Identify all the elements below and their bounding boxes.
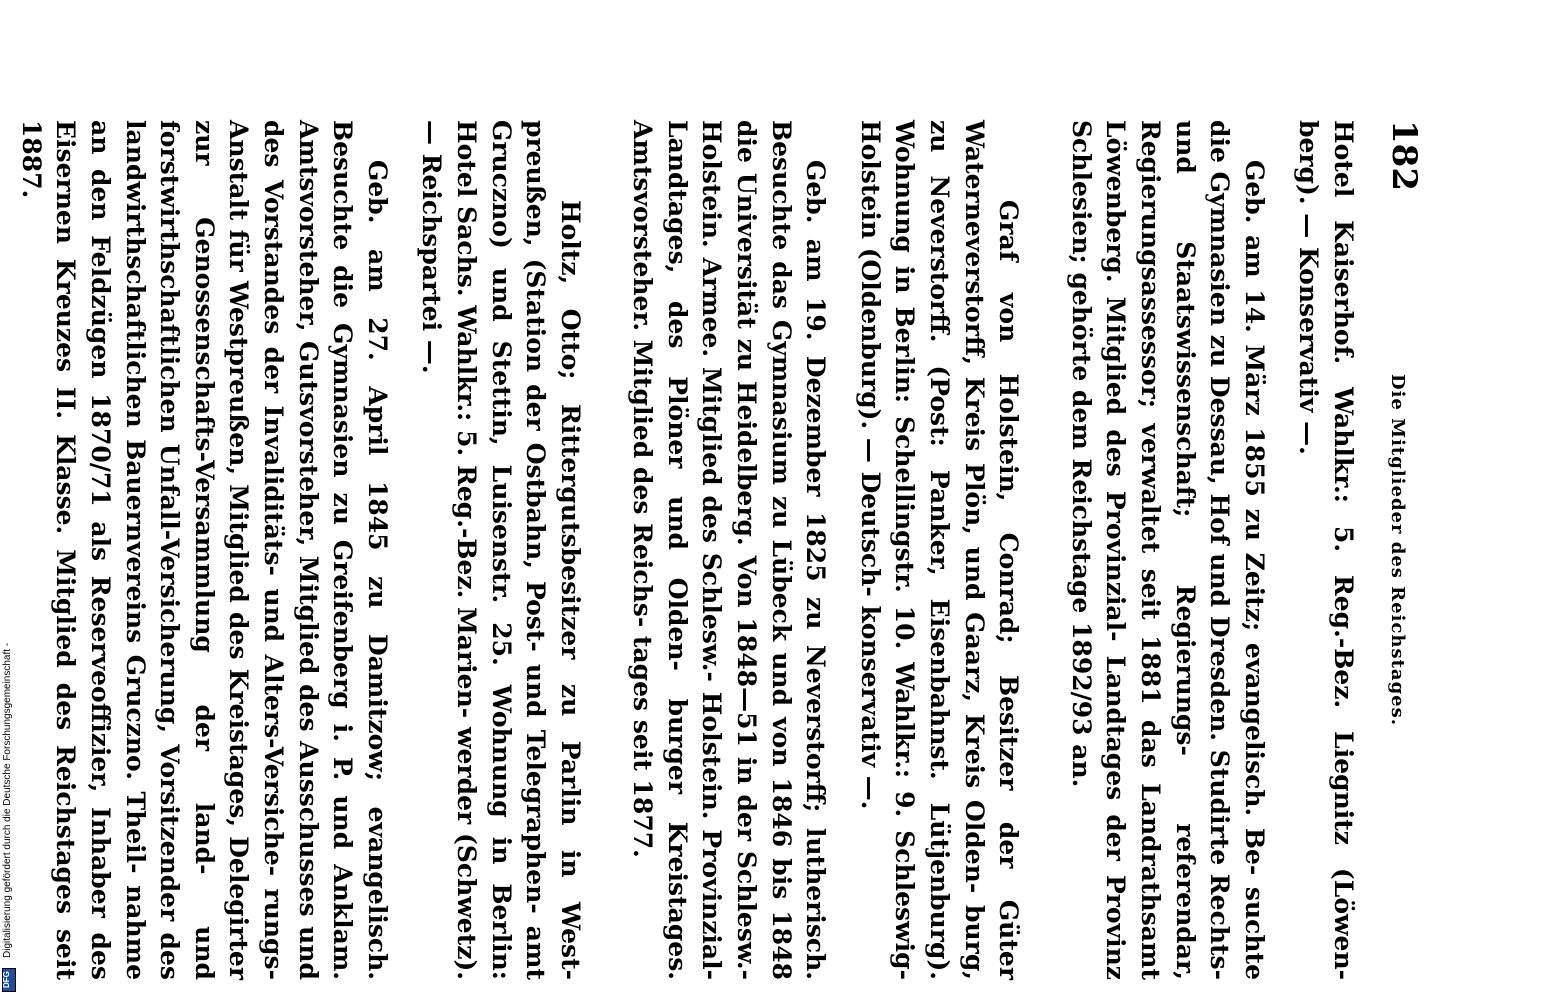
entry-separator [587, 120, 605, 980]
text-line: referendar, Regierungsassessor; verwaltet seit 1881 das [1136, 120, 1200, 980]
text-line: 1892/93 an. [1066, 622, 1096, 788]
page-number: 182 [1384, 120, 1424, 191]
text-line: und forstwirthschaftlichen Unfall-Versicherung, Vorsitzender [155, 120, 219, 980]
text-line: nahme an den Feldzügen 1870/71 als Reserveoffizier, [86, 120, 150, 980]
body-text [0, 120, 1360, 980]
running-head [1382, 120, 1430, 980]
text-line: werder (Schwetz). — Reichspartei —. [417, 120, 481, 980]
paragraph-continuation [1291, 120, 1360, 980]
text-line: burg, zu Neverstorff. (Post: Panker, Eisenbahnst. [925, 120, 989, 980]
text-line: preußen, (Station der Ostbahn, Post- und Telegraphen- [521, 120, 551, 926]
entry-separator [1025, 120, 1043, 980]
text-line: Waterneverstorff, Kreis Plön, und Gaarz, Kreis Olden- [959, 120, 989, 905]
paragraph-biography [13, 120, 394, 980]
paragraph-entry-heading [852, 120, 1025, 980]
text-line: tages seit 1877. [628, 635, 658, 858]
text-line: Wahlkr.: 9. Schleswig-Holstein (Oldenburg). — Deutsch- [855, 120, 920, 981]
text-line: und des Vorstandes der Invaliditäts- und Alters-Versiche- [258, 120, 323, 980]
text-line: rungs-Anstalt für Westpreußen, Mitglied des Kreistages, [224, 120, 288, 980]
running-title: Die Mitglieder des Reichstages. [1387, 373, 1408, 727]
document-page [16, 120, 1430, 981]
dfg-logo: DFG [2, 968, 16, 992]
text-line: berg). — Konservativ —. [1294, 120, 1324, 455]
text-line: Geb. am 19. Dezember 1825 zu Neverstorff; lutherisch. [801, 160, 831, 980]
text-line: Studirte Rechts- und Staatswissenschaft; Regierungs- [1170, 120, 1235, 980]
paragraph-entry-heading [414, 120, 587, 980]
text-line: Landrathsamt Löwenberg. Mitglied des Provinzial- [1101, 120, 1166, 980]
text-line: suchte die Gymnasien zu Dessau, Hof und Dresden. [1205, 120, 1269, 980]
text-line: Besuchte das Gymnasium zu Lübeck und von 1846 bis [766, 120, 796, 911]
text-line: des landwirthschaftlichen Bauernvereins Gruczno. Theil- [120, 120, 185, 980]
text-line: Hotel Kaiserhof. Wahlkr.: 5. Reg.-Bez. Liegnitz (Löwen- [1329, 120, 1358, 980]
text-line: Holstein. Provinzial-Landtages, des Plöner und Olden- [662, 120, 727, 981]
text-line: Holtz, Otto; Rittergutsbesitzer zu Parlin in West- [555, 200, 585, 980]
paragraph-biography [1063, 120, 1271, 980]
text-line: der Schlesw.-Holstein. Armee. Mitglied des Schlesw.- [697, 120, 762, 980]
text-line: Delegirter zur Genossenschafts-Versammlung der land- [189, 120, 254, 980]
text-line: konservativ —. [855, 605, 885, 810]
text-line: Berlin: Hotel Sachs. Wahlkr.: 5. Reg.-Bez. Marien- [451, 120, 516, 980]
text-line: Lütjenburg). Wohnung in Berlin: Schellingstr. 10. [890, 120, 955, 980]
text-line: burger Kreistages. Amtsvorsteher. Mitglied des Reichs- [628, 120, 692, 980]
text-line: Besuchte die Gymnasien zu Greifenberg i. P. und Anklam. [328, 120, 358, 980]
paragraph-biography [625, 120, 833, 980]
text-line: Amtsvorsteher, Gutsvorsteher, Mitglied des Ausschusses [293, 120, 323, 927]
digitization-attribution: Digitalisierung gefördert durch die Deutsche Forschungsgemeinschaft - [2, 642, 13, 958]
text-line: Landtages der Provinz Schlesien; gehörte dem Reichstage [1066, 120, 1131, 981]
text-line: Geb. am 27. April 1845 zu Damitzow; evangelisch. [362, 160, 392, 980]
text-line: Reichstages seit 1887. [16, 120, 81, 980]
text-line: Inhaber des Eisernen Kreuzes II. Klasse. Mitglied des [51, 120, 115, 980]
text-line: Geb. am 14. März 1855 zu Zeitz; evangelisch. Be- [1239, 160, 1269, 887]
text-line: 1848 die Universität zu Heidelberg. Von 1848—51 in [732, 120, 796, 980]
text-line: amt Gruczno) und Stettin, Luisenstr. 25. Wohnung in [486, 120, 551, 980]
text-line: Graf von Holstein, Conrad; Besitzer der Güter [994, 200, 1024, 980]
